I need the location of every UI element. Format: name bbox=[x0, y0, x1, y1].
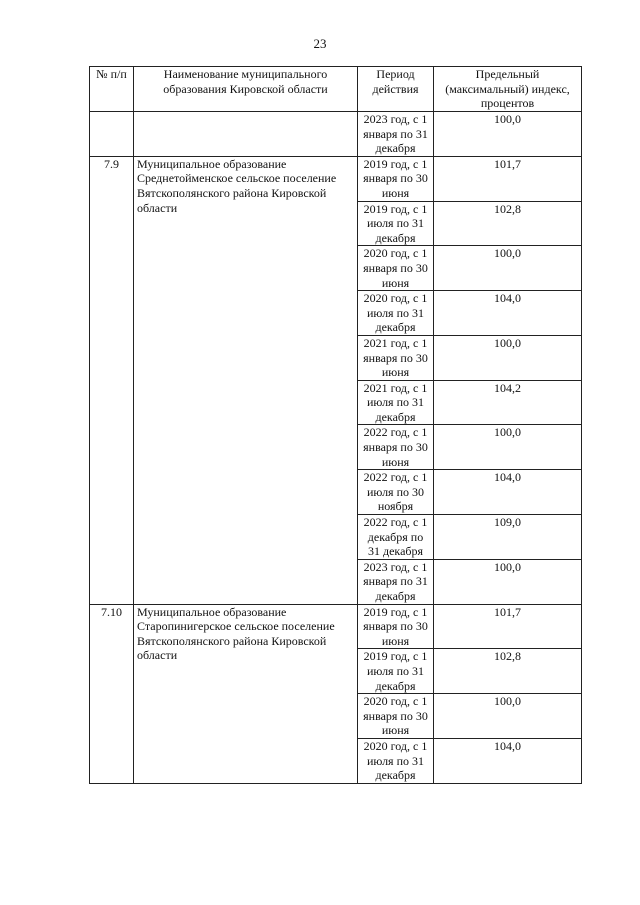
cell-period: 2022 год, с 1 июля по 30 ноября bbox=[358, 470, 434, 515]
cell-name: Муниципальное образование Старопинигерское сельское поселение Вятскополянского района Кировской области bbox=[134, 604, 358, 783]
header-period: Период действия bbox=[358, 67, 434, 112]
cell-index: 104,0 bbox=[434, 470, 582, 515]
cell-num: 7.10 bbox=[90, 604, 134, 783]
table-row bbox=[90, 156, 582, 201]
cell-period: 2019 год, с 1 июля по 31 декабря bbox=[358, 201, 434, 246]
cell-period: 2019 год, с 1 июля по 31 декабря bbox=[358, 649, 434, 694]
cell-index: 104,0 bbox=[434, 291, 582, 336]
cell-index: 102,8 bbox=[434, 201, 582, 246]
cell-period: 2020 год, с 1 января по 30 июня bbox=[358, 246, 434, 291]
cell-name bbox=[134, 112, 358, 157]
page-number: 23 bbox=[313, 36, 327, 51]
cell-index: 104,2 bbox=[434, 380, 582, 425]
cell-index: 100,0 bbox=[434, 425, 582, 470]
cell-period: 2021 год, с 1 июля по 31 декабря bbox=[358, 380, 434, 425]
cell-name: Муниципальное образование Среднетойменское сельское поселение Вятскополянского района Кировской области bbox=[134, 156, 358, 604]
cell-index: 101,7 bbox=[434, 156, 582, 201]
tariff-index-table bbox=[89, 66, 582, 784]
table-row-continuation bbox=[90, 112, 582, 157]
cell-index: 102,8 bbox=[434, 649, 582, 694]
cell-period: 2021 год, с 1 января по 30 июня bbox=[358, 335, 434, 380]
cell-index: 101,7 bbox=[434, 604, 582, 649]
table-header-row bbox=[90, 67, 582, 112]
cell-index: 100,0 bbox=[434, 246, 582, 291]
cell-index: 104,0 bbox=[434, 738, 582, 783]
cell-period: 2020 год, с 1 июля по 31 декабря bbox=[358, 738, 434, 783]
header-num: № п/п bbox=[90, 67, 134, 112]
cell-period: 2023 год, с 1 января по 31 декабря bbox=[358, 559, 434, 604]
cell-period: 2020 год, с 1 июля по 31 декабря bbox=[358, 291, 434, 336]
cell-period: 2022 год, с 1 января по 30 июня bbox=[358, 425, 434, 470]
table-row bbox=[90, 604, 582, 649]
cell-period: 2019 год, с 1 января по 30 июня bbox=[358, 156, 434, 201]
header-name: Наименование муниципального образования Кировской области bbox=[134, 67, 358, 112]
cell-index: 100,0 bbox=[434, 335, 582, 380]
cell-num bbox=[90, 112, 134, 157]
cell-period: 2022 год, с 1 декабря по 31 декабря bbox=[358, 515, 434, 560]
cell-index: 100,0 bbox=[434, 694, 582, 739]
cell-index: 100,0 bbox=[434, 112, 582, 157]
cell-period: 2020 год, с 1 января по 30 июня bbox=[358, 694, 434, 739]
cell-index: 100,0 bbox=[434, 559, 582, 604]
cell-index: 109,0 bbox=[434, 515, 582, 560]
header-index: Предельный (максимальный) индекс, процентов bbox=[434, 67, 582, 112]
cell-num: 7.9 bbox=[90, 156, 134, 604]
cell-period: 2023 год, с 1 января по 31 декабря bbox=[358, 112, 434, 157]
cell-period: 2019 год, с 1 января по 30 июня bbox=[358, 604, 434, 649]
